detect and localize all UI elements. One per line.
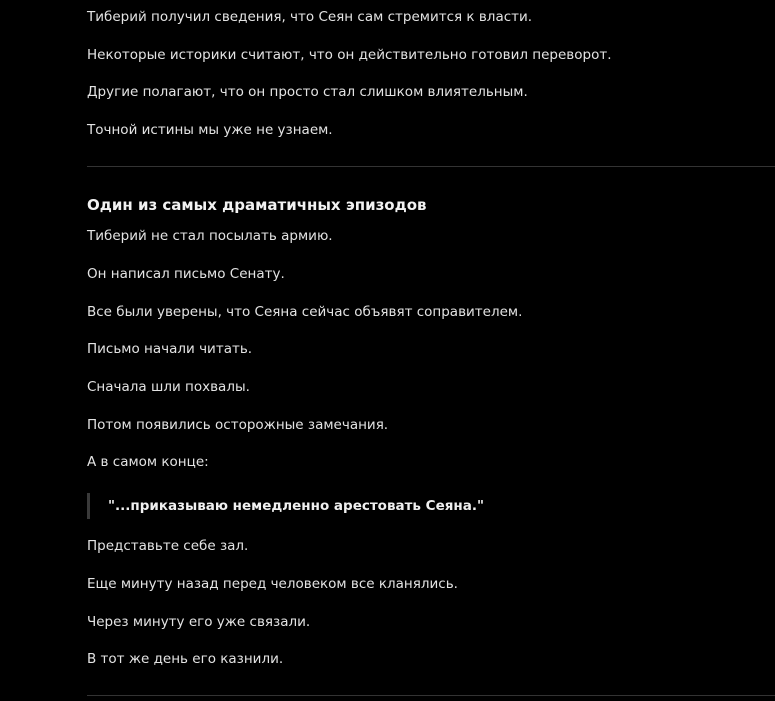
blockquote-text: "...приказываю немедленно арестовать Сеяна." (108, 498, 484, 514)
paragraph: Представьте себе зал. (87, 538, 249, 554)
section-heading: Один из самых драматичных эпизодов (87, 196, 427, 214)
paragraph: Другие полагают, что он просто стал слишком влиятельным. (87, 84, 528, 100)
paragraph: Письмо начали читать. (87, 341, 253, 357)
paragraph: Точной истины мы уже не узнаем. (87, 122, 333, 138)
section-divider (87, 166, 775, 167)
paragraph: Он написал письмо Сенату. (87, 266, 285, 282)
paragraph: Тиберий получил сведения, что Сеян сам стремится к власти. (87, 9, 533, 25)
blockquote (87, 493, 587, 519)
paragraph: Потом появились осторожные замечания. (87, 417, 389, 433)
paragraph: Через минуту его уже связали. (87, 614, 311, 630)
paragraph: А в самом конце: (87, 454, 209, 470)
blockquote-bar (87, 493, 90, 519)
paragraph: Тиберий не стал посылать армию. (87, 228, 333, 244)
paragraph: Сначала шли похвалы. (87, 379, 250, 395)
section-divider (87, 695, 775, 696)
paragraph: Некоторые историки считают, что он действительно готовил переворот. (87, 47, 612, 63)
paragraph: Еще минуту назад перед человеком все кланялись. (87, 576, 458, 592)
paragraph: В тот же день его казнили. (87, 651, 284, 667)
paragraph: Все были уверены, что Сеяна сейчас объявят соправителем. (87, 304, 523, 320)
